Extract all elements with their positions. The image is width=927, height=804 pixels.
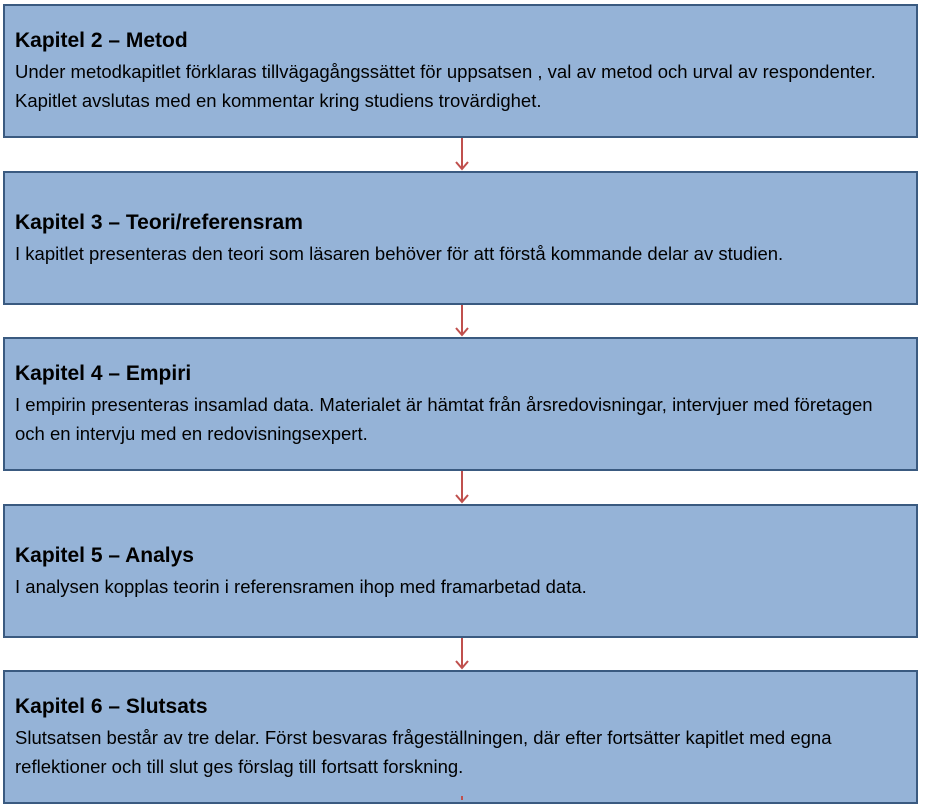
flow-arrow-2	[452, 305, 472, 337]
chapter-box-3	[3, 171, 918, 305]
chapter-title: Kapitel 3 – Teori/referensram	[15, 210, 303, 234]
chapter-title: Kapitel 4 – Empiri	[15, 362, 192, 385]
chapter-box-2	[3, 4, 918, 138]
chapter-box-5	[3, 504, 918, 638]
chapter-description: I kapitlet presenteras den teori som läsaren behöver för att förstå kommande delar av studien.	[15, 242, 784, 264]
flow-arrow-3	[452, 471, 472, 504]
chapter-description: Under metodkapitlet förklaras tillvägagångssättet för uppsatsen , val av metod och urval av respondenter. Kapitlet avslutas med en kommentar kring studiens trovärdighet.	[15, 61, 876, 111]
flow-arrow-5	[452, 796, 472, 800]
chapter-box-4	[3, 337, 918, 471]
chapter-title: Kapitel 5 – Analys	[15, 543, 194, 567]
flow-arrow-1	[452, 138, 472, 171]
chapter-description: I empirin presenteras insamlad data. Materialet är hämtat från årsredovisningar, intervjuer med företagen och en intervju med en redovisningsexpert.	[15, 394, 873, 444]
flow-arrow-4	[452, 638, 472, 670]
chapter-title: Kapitel 2 – Metod	[15, 29, 188, 52]
chapter-description: Slutsatsen består av tre delar. Först besvaras frågeställningen, där efter fortsätter kapitlet med egna reflektioner och till slut ges förslag till fortsatt forskning.	[15, 727, 832, 777]
chapter-box-6	[3, 670, 918, 804]
chapter-title: Kapitel 6 – Slutsats	[15, 695, 208, 718]
chapter-description: I analysen kopplas teorin i referensramen ihop med framarbetad data.	[15, 575, 587, 597]
